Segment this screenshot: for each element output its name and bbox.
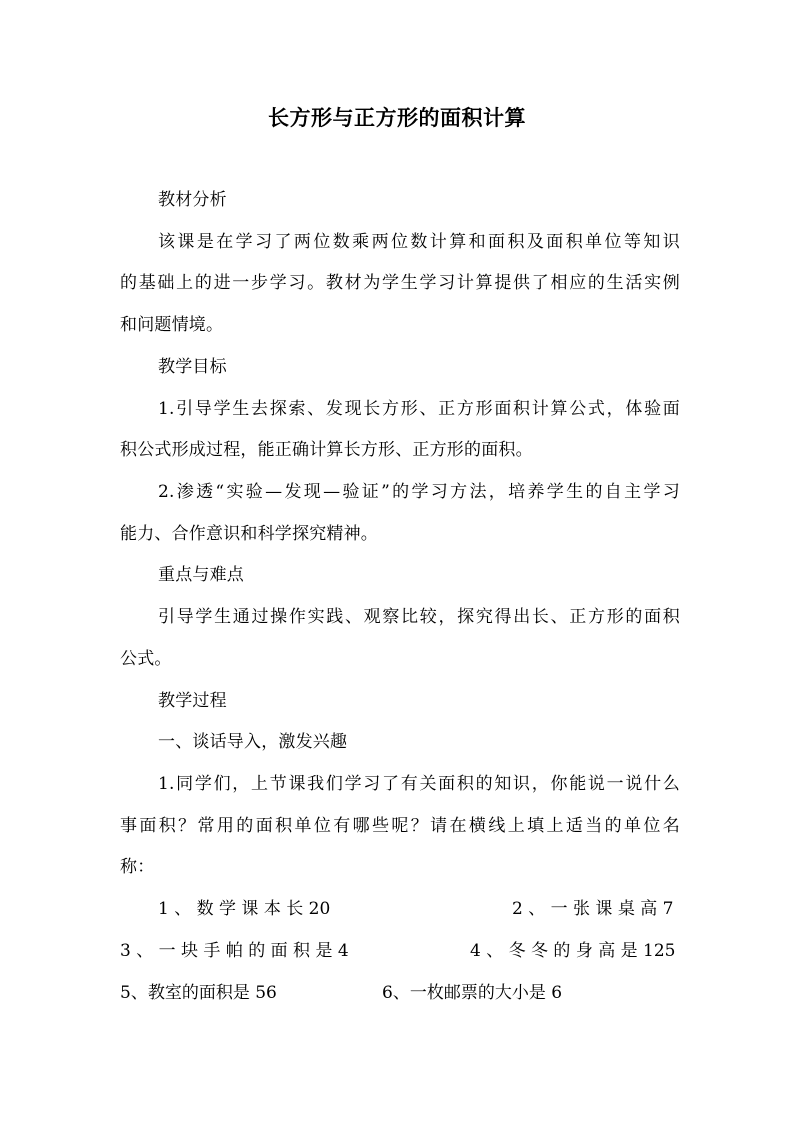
exercise-item: 1 、 数 学 课 本 长 20 xyxy=(158,899,331,919)
exercise-item: 6、一枚邮票的大小是 6 xyxy=(382,983,563,1003)
paragraph-line: 能力、合作意识和科学探究精神。 xyxy=(120,524,378,544)
paragraph-line: 和问题情境。 xyxy=(120,315,224,335)
paragraph-line: 该课是在学习了两位数乘两位数计算和面积及面积单位等知识 xyxy=(158,232,680,252)
subsection-heading: 一、谈话导入，激发兴趣 xyxy=(158,732,348,752)
section-heading-analysis: 教材分析 xyxy=(158,190,227,210)
paragraph-line: 公式。 xyxy=(120,649,172,669)
paragraph-line: 1.引导学生去探索、发现长方形、正方形面积计算公式，体验面 xyxy=(158,399,680,419)
paragraph-line: 事面积？常用的面积单位有哪些呢？请在横线上填上适当的单位名 xyxy=(120,816,680,836)
section-heading-goals: 教学目标 xyxy=(158,357,227,377)
exercise-item: 5、教室的面积是 56 xyxy=(120,983,277,1003)
section-heading-key-points: 重点与难点 xyxy=(158,565,244,585)
paragraph-line: 引导学生通过操作实践、观察比较，探究得出长、正方形的面积 xyxy=(158,607,680,627)
paragraph-line: 的基础上的进一步学习。教材为学生学习计算提供了相应的生活实例 xyxy=(120,273,680,293)
exercise-item: 2 、 一 张 课 桌 高 7 xyxy=(512,899,674,919)
paragraph-line: 2.渗透“实验—发现—验证”的学习方法，培养学生的自主学习 xyxy=(158,482,680,502)
exercise-item: 3 、 一 块 手 帕 的 面 积 是 4 xyxy=(120,941,349,961)
paragraph-line: 积公式形成过程，能正确计算长方形、正方形的面积。 xyxy=(120,440,533,460)
paragraph-line: 称： xyxy=(120,857,155,877)
paragraph-line: 1.同学们，上节课我们学习了有关面积的知识，你能说一说什么 xyxy=(158,774,680,794)
exercise-item: 4 、 冬 冬 的 身 高 是 125 xyxy=(470,941,676,961)
document-title: 长方形与正方形的面积计算 xyxy=(268,105,526,130)
section-heading-process: 教学过程 xyxy=(158,691,227,711)
